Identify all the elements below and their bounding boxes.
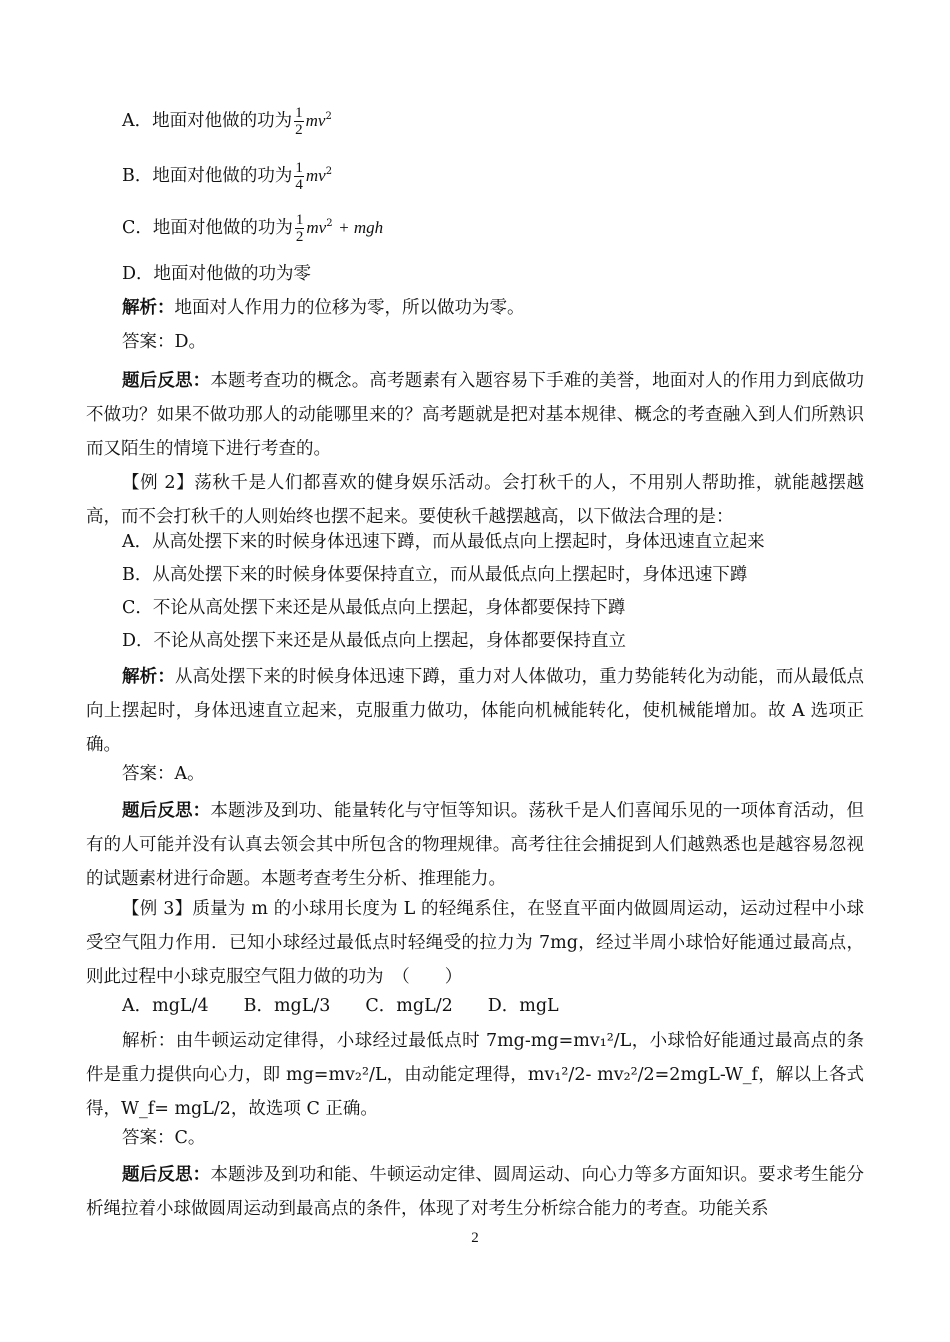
q1-option-d: D．地面对他做的功为零: [122, 264, 312, 284]
q2-answer: 答案：A。: [122, 764, 205, 784]
q2-option-c: C．不论从高处摆下来还是从最低点向上摆起，身体都要保持下蹲: [122, 598, 626, 618]
q2-option-a: A．从高处摆下来的时候身体迅速下蹲，而从最低点向上摆起时，身体迅速直立起来: [122, 532, 765, 552]
fraction: [295, 212, 305, 245]
reflection-text: 本题涉及到功和能、牛顿运动定律、圆周运动、向心力等多方面知识。要求考生能分析绳拉着小球做圆周运动到最高点的条件，体现了对考生分析综合能力的考查。功能关系: [86, 1165, 865, 1219]
q1-analysis: [122, 296, 525, 320]
q2-label: 【例 2】: [122, 473, 195, 493]
q1-reflection: [86, 364, 864, 466]
reflection-text: 本题涉及到功、能量转化与守恒等知识。荡秋千是人们喜闻乐见的一项体育活动，但有的人可能并没有认真去领会其中所包含的物理规律。高考往往会捕捉到人们越熟悉也是越容易忽视的试题素材进行命题。本题考查考生分析、推理能力。: [86, 801, 865, 889]
fraction-denominator: 2: [295, 122, 303, 138]
q2-reflection: [86, 794, 864, 896]
q1-answer: 答案：D。: [122, 332, 207, 352]
reflection-label: 题后反思：: [122, 801, 211, 821]
analysis-label: 解析：: [122, 667, 176, 687]
fraction-denominator: 2: [295, 229, 304, 245]
exponent: 2: [325, 166, 333, 178]
fraction-numerator: 1: [295, 212, 304, 228]
page-number: 2: [471, 1230, 479, 1246]
q3-options: A．mgL/4 B．mgL/3 C．mgL/2 D．mgL: [122, 996, 559, 1016]
q2-option-b: B．从高处摆下来的时候身体要保持直立，而从最低点向上摆起时，身体迅速下蹲: [122, 565, 748, 585]
fraction: [294, 105, 304, 138]
exponent: 2: [326, 218, 333, 230]
q1-option-a: [122, 105, 332, 138]
q1-option-b: [122, 160, 332, 193]
q3-stem-text: 质量为 m 的小球用长度为 L 的轻绳系住，在竖直平面内做圆周运动，运动过程中小球受空气阻力作用．已知小球经过最低点时轻绳受的拉力为 7mg，经过半周小球恰好能通过最高点，则此过程中小球克服空气阻力做的功为 （ ）: [86, 899, 864, 987]
formula: mv: [305, 111, 326, 130]
q2-stem: [86, 466, 864, 534]
formula: mv: [305, 166, 326, 185]
analysis-label: 解析：: [122, 298, 175, 318]
q3-analysis: 解析：由牛顿运动定律得，小球经过最低点时 7mg-mg=mv₁²/L，小球恰好能通过最高点的条件是重力提供向心力，即 mg=mv₂²/L，由动能定理得，mv₁²/2- mv₂²/2=2mgL-W_f，解以上各式得，W_f= mgL/2，故选项 C 正确。: [86, 1031, 864, 1119]
reflection-label: 题后反思：: [122, 1165, 211, 1185]
analysis-text: 从高处摆下来的时候身体迅速下蹲，重力对人体做功，重力势能转化为动能，而从最低点向上摆起时，身体迅速直立起来，克服重力做功，体能向机械能转化，使机械能增加。故 A 选项正确。: [86, 667, 865, 755]
q3-label: 【例 3】: [122, 899, 193, 919]
q2-option-d: D．不论从高处摆下来还是从最低点向上摆起，身体都要保持直立: [122, 631, 627, 651]
q1-option-b-text: B．地面对他做的功为: [122, 166, 293, 186]
q3-stem: [86, 892, 864, 994]
formula: mv: [306, 218, 327, 237]
fraction-numerator: 1: [295, 160, 303, 176]
fraction: [294, 160, 304, 193]
reflection-label: 题后反思：: [122, 371, 211, 391]
q1-option-c-text: C．地面对他做的功为: [122, 218, 293, 238]
q1-option-a-text: A．地面对他做的功为: [122, 111, 293, 131]
formula-tail: + mgh: [338, 218, 384, 237]
q3-answer: 答案：C。: [122, 1128, 206, 1148]
analysis-text: 地面对人作用力的位移为零，所以做功为零。: [174, 298, 525, 318]
q3-reflection: [86, 1158, 864, 1226]
fraction-numerator: 1: [295, 105, 303, 121]
q2-analysis: [86, 660, 864, 762]
q1-option-c: [122, 212, 383, 245]
exponent: 2: [325, 111, 332, 123]
q2-stem-text: 荡秋千是人们都喜欢的健身娱乐活动。会打秋千的人，不用别人帮助推，就能越摆越高，而不会打秋千的人则始终也摆不起来。要使秋千越摆越高，以下做法合理的是：: [86, 473, 865, 527]
reflection-text: 本题考查功的概念。高考题素有入题容易下手难的美誉，地面对人的作用力到底做功不做功？如果不做功那人的动能哪里来的？高考题就是把对基本规律、概念的考查融入到人们所熟识而又陌生的情境下进行考查的。: [86, 371, 865, 459]
fraction-denominator: 4: [295, 177, 303, 193]
